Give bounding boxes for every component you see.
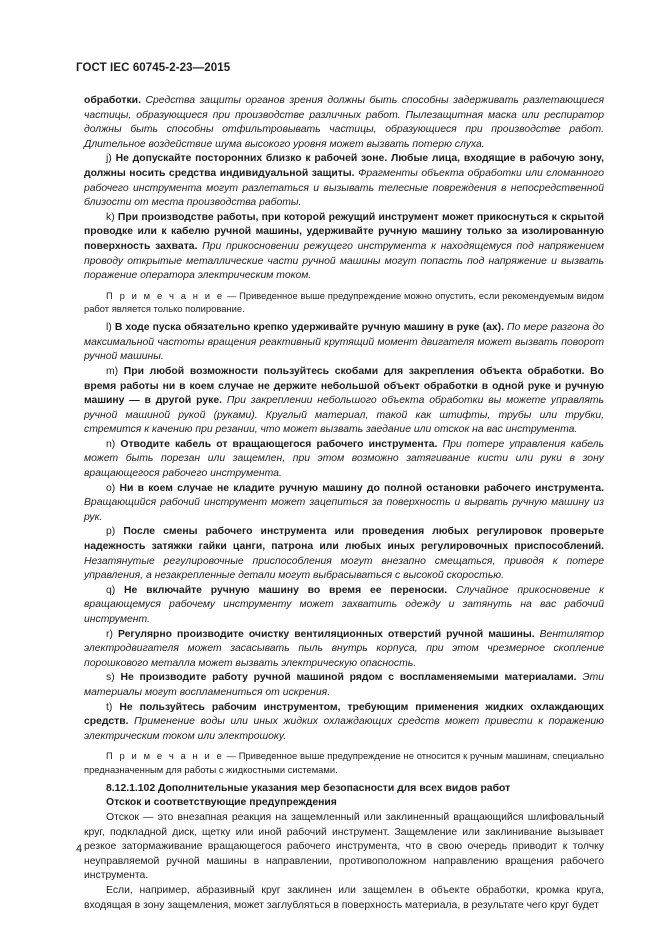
paragraph-m: m) При любой возможности пользуйтесь скобами для закрепления объекта обработки. Во время работы ни в коем случае не держите небольшой объект обработки в одной руке и ручную машину — в другой руке. При закреплении небольшого объекта обработки вы можете управлять ручной машиной рукой (руками). Круглый материал, такой как штифты, трубы или трубки, стремится к качению при резании, что может вызвать заедание или отскок на вас инструмента. [84,365,605,436]
paragraph-r: r) Регулярно производите очистку вентиляционных отверстий ручной машины. Вентилятор электродвигателя может засасывать пыль внутрь корпуса, при этом чрезмерное скопление порошкового металла может вызвать электрическую опасность. [84,628,604,669]
paragraph-k: k) При производстве работы, при которой режущий инструмент может прикоснуться к скрытой проводке или к кабелю ручной машины, удерживайте ручную машину только за изолированную поверхность захвата. При прикосновении режущего инструмента к находящемуся под напряжением проводу открытые металлические части ручной машины могут попасть под напряжение и вызвать поражение оператора электрическим током. [84,211,604,282]
note-1: П р и м е ч а н и е — Приведенное выше предупреждение можно опустить, если рекомендуемым видом работ является только полирование. [84,289,604,314]
paragraph-q: q) Не включайте ручную машину во время ее переноски. Случайное прикосновение к вращающемуся рабочему инструменту может захватить одежду и затянуть на вас рабочий инструмент. [84,584,604,625]
paragraph-s: s) Не производите работу ручной машиной рядом с воспламеняемыми материалами. Эти материалы могут воспламениться от искрения. [84,672,605,698]
paragraph-o: o) Ни в коем случае не кладите ручную машину до полной остановки рабочего инструмента. Вращающийся рабочий инструмент может зацепиться за поверхность и вырвать ручную машину из рук. [84,482,604,523]
paragraph-j: j) Не допускайте посторонних близко к рабочей зоне. Любые лица, входящие в рабочую зону, должны носить средства индивидуальной защиты. Фрагменты объекта обработки или сломанного рабочего инструмента могут разлетаться и вызывать телесные повреждения в непосредственной близости от места производства работы. [84,153,605,209]
page-number: 4 [76,843,83,855]
paragraph-kickback-definition: Отскок — это внезапная реакция на защемленный или заклиненный вращающийся шлифовальный круг, подкладной диск, щетку или иной рабочий инструмент. Защемление или заклинивание вызывает резкое затормаживание вращающегося рабочего инструмента, что в свою очередь приводит к толчку неуправляемой ручной машины в направлении, противоположном направлению вращения рабочего инструмента. [84,811,604,882]
page-header: ГОСТ IEC 60745-2-23—2015 [76,62,231,74]
section-heading: 8.12.1.102 Дополнительные указания мер безопасности для всех видов работ [106,782,511,794]
subsection-heading: Отскок и соответствующие предупреждения [106,797,337,809]
paragraph-l: l) В ходе пуска обязательно крепко удерживайте ручную машину в руке (ах). По мере разгона до максимальной частоты вращения реактивный крутящий момент двигателя может вызвать поворот ручной машины. [84,322,605,363]
paragraph-p: p) После смены рабочего инструмента или проведения любых регулировок проверьте надежность затяжки гайки цанги, патрона или любых иных регулировочных приспособлений. Незатянутые регулировочные приспособления могут внезапно смещаться, приводя к потере управления, а незакрепленные детали могут выбрасываться с высокой скоростью. [84,526,604,582]
paragraph-n: n) Отводите кабель от вращающегося рабочего инструмента. При потере управления кабель может быть порезан или защемлен, при этом возможно затягивание кисти или руки в зону вращающегося рабочего инструмента. [84,438,604,480]
note-2: П р и м е ч а н и е — Приведенное выше предупреждение не относится к ручным машинам, специально предназначенным для работы с жидкостными системами. [84,750,604,775]
paragraph-kickback-example: Если, например, абразивный круг заклинен или защемлен в объекте обработки, кромка круга, входящая в зону защемления, может заглубляться в поверхность материала, в результате чего круг будет [84,884,604,911]
document-body [84,94,604,913]
paragraph-t: t) Не пользуйтесь рабочим инструментом, требующим применения жидких охлаждающих средств. Применение воды или иных жидких охлаждающих средств может привести к поражению электрическим током или электрошоку. [84,701,605,742]
paragraph-protection: обработки. Средства защиты органов зрения должны быть способны задерживать разлетающиеся частицы, образующиеся при производстве различных работ. Пылезащитная маска или респиратор должны быть способны отфильтровывать частицы, образующиеся при производстве работ. Длительное воздействие шума высокого уровня может вызвать потерю слуха. [84,95,604,150]
